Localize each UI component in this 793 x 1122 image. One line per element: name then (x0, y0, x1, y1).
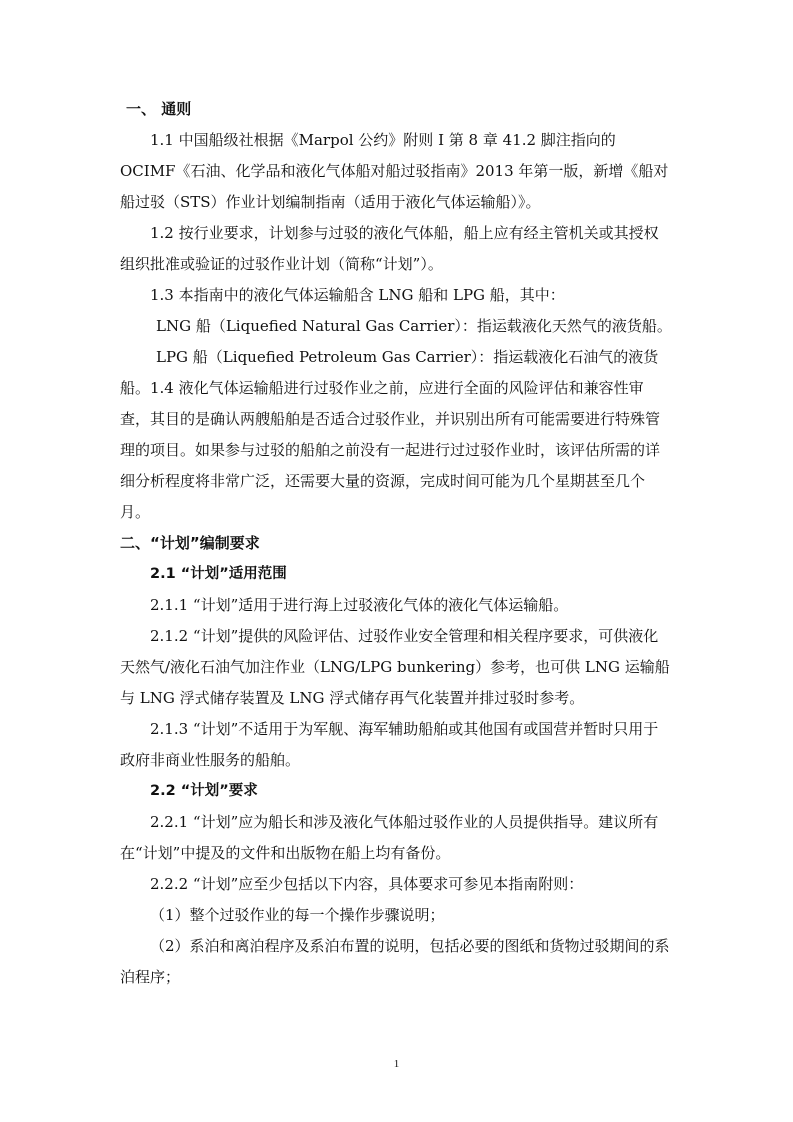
paragraph-1-1: 1.1 中国船级社根据《Marpol 公约》附则 I 第 8 章 41.2 脚注指向的 OCIMF《石油、化学品和液化气体船对船过驳指南》2013 年第一版，新增《船对船过驳（STS）作业计划编制指南（适用于液化气体运输船）》。 (120, 131, 669, 211)
page-number: 1 (393, 1058, 400, 1070)
subsection-heading-2-1: 2.1 “计划”适用范围 (150, 566, 287, 582)
section-heading-general: 一、 通则 (126, 100, 192, 118)
subsection-heading-2-2: 2.2 “计划”要求 (150, 783, 258, 799)
paragraph-2-1-1: 2.1.1 “计划”适用于进行海上过驳液化气体的液化气体运输船。 (150, 596, 569, 614)
paragraph-1-2: 1.2 按行业要求，计划参与过驳的液化气体船，船上应有经主管机关或其授权组织批准或验证的过驳作业计划（简称“计划”）。 (120, 224, 659, 273)
paragraph-2-1-2: 2.1.2 “计划”提供的风险评估、过驳作业安全管理和相关程序要求，可供液化天然气/液化石油气加注作业（LNG/LPG bunkering）参考，也可供 LNG 运输船与 LNG 浮式储存装置及 LNG 浮式储存再气化装置并排过驳时参考。 (120, 627, 670, 707)
list-item-2: （2）系泊和离泊程序及系泊布置的说明，包括必要的图纸和货物过驳期间的系泊程序； (120, 937, 670, 986)
definition-lng: LNG 船（Liquefied Natural Gas Carrier）：指运载液化天然气的液货船。 (156, 317, 672, 335)
paragraph-1-4: 1.4 液化气体运输船进行过驳作业之前，应进行全面的风险评估和兼容性审查，其目的是确认两艘船舶是否适合过驳作业，并识别出所有可能需要进行特殊管理的项目。如果参与过驳的船舶之前没有一起进行过过驳作业时，该评估所需的详细分析程度将非常广泛，还需要大量的资源，完成时间可能为几个星期甚至几个月。 (120, 379, 661, 521)
paragraph-1-3: 1.3 本指南中的液化气体运输船含 LNG 船和 LPG 船，其中： (150, 286, 565, 304)
list-item-1: （1）整个过驳作业的每一个操作步骤说明； (150, 906, 445, 924)
section-heading-plan-requirements: 二、“计划”编制要求 (120, 534, 260, 552)
paragraph-2-2-2: 2.2.2 “计划”应至少包括以下内容，具体要求可参见本指南附则： (150, 875, 584, 893)
paragraph-2-1-3: 2.1.3 “计划”不适用于为军舰、海军辅助船舶或其他国有或国营并暂时只用于政府非商业性服务的船舶。 (120, 720, 659, 769)
definition-lpg: LPG 船（Liquefied Petroleum Gas Carrier）：指运载液化石油气的液货船。 (120, 348, 659, 397)
paragraph-2-2-1: 2.2.1 “计划”应为船长和涉及液化气体船过驳作业的人员提供指导。建议所有在“计划”中提及的文件和出版物在船上均有备份。 (120, 813, 659, 862)
